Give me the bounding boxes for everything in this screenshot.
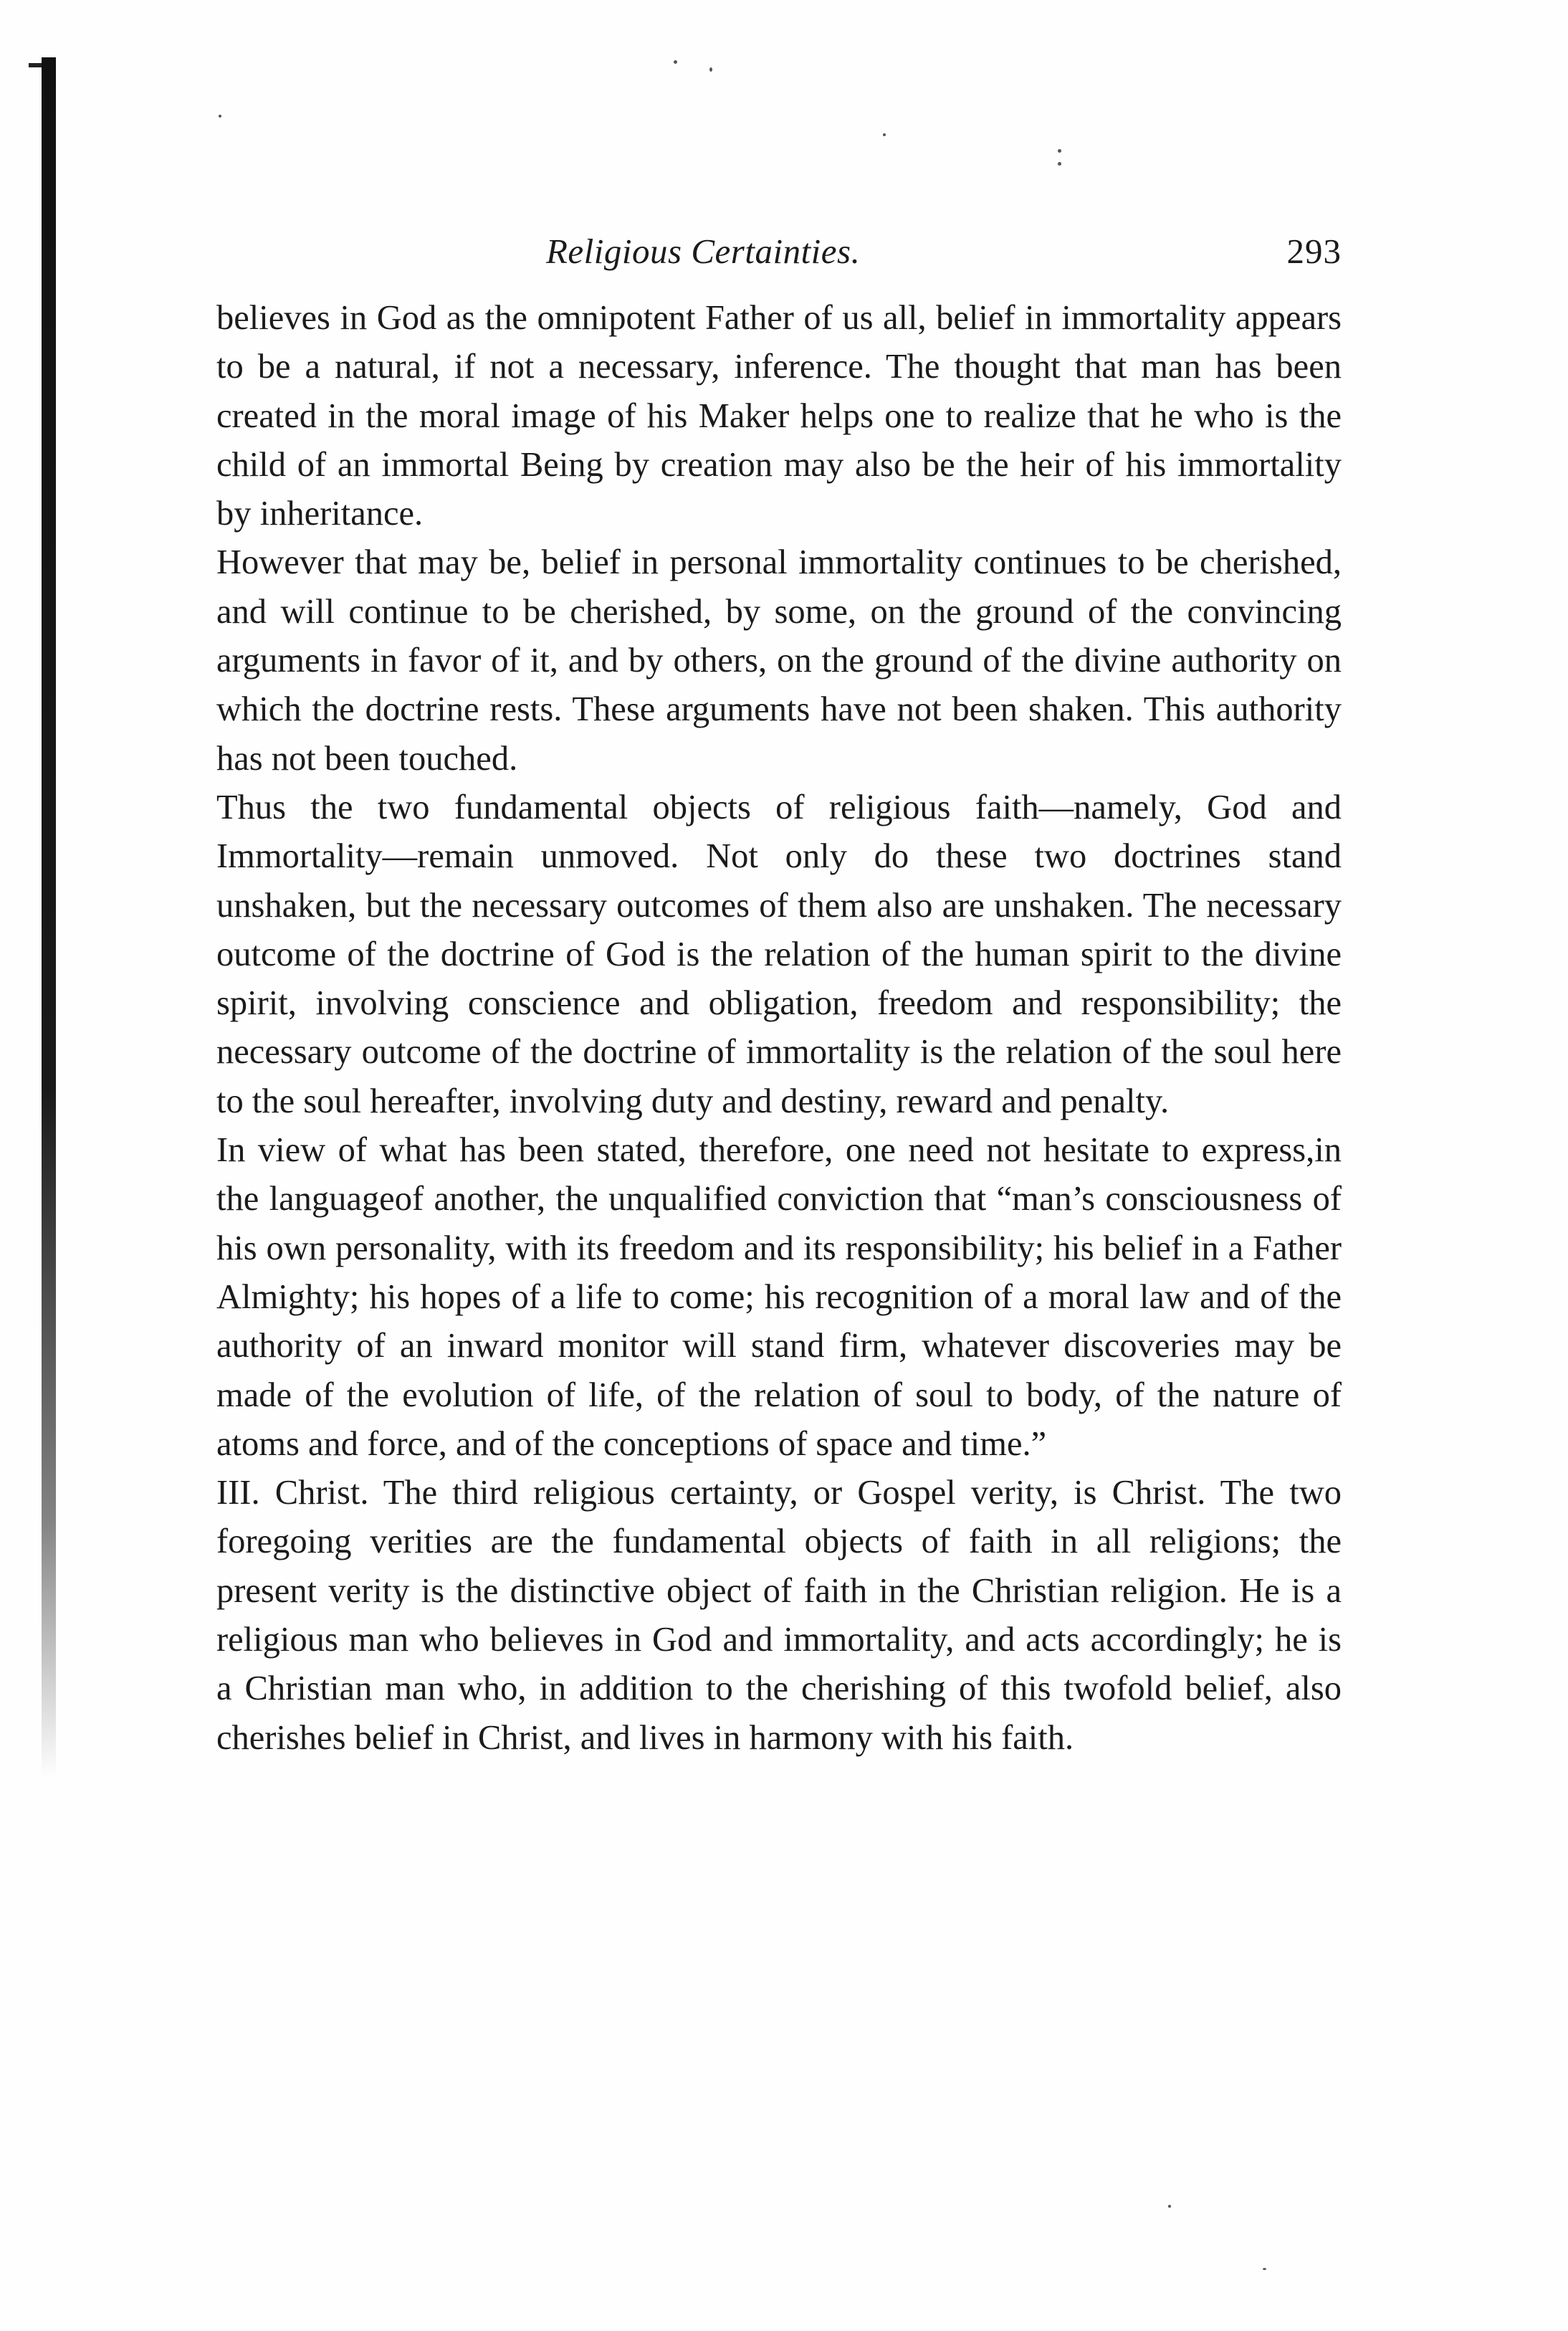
print-speck (1058, 162, 1061, 166)
page-number: 293 (1286, 232, 1342, 271)
binding-mark (29, 63, 42, 67)
print-speck (1263, 2268, 1266, 2270)
print-speck (219, 115, 221, 118)
running-head (216, 231, 1342, 288)
print-speck (883, 133, 886, 136)
paragraph: In view of what has been stated, therefore, one need not hesitate to express,in the languageof another, the unqualified conviction that “man’s consciousness of his own personality, with its freedom and its responsibility; his belief in a Father Almighty; his hopes of a life to come; his recognition of a moral law and of the authority of an inward monitor will stand firm, whatever discoveries may be made of the evolution of life, of the relation of soul to body, of the nature of atoms and force, and of the conceptions of space and time.” (216, 1131, 1342, 1463)
print-speck (1168, 2205, 1171, 2208)
paragraph: Thus the two fundamental objects of religious faith—namely, God and Immortality—remain unmoved. Not only do these two doctrines stand unshaken, but the necessary outcomes of them also are unshaken. The necessary outcome of the doctrine of God is the relation of the human spirit to the divine spirit, involving conscience and obligation, freedom and responsibility; the necessary outcome of the doctrine of immortality is the relation of the soul here to the soul hereafter, involving duty and destiny, reward and penalty. (216, 788, 1342, 1120)
paragraph: III. Christ. The third religious certainty, or Gospel verity, is Christ. The two foregoing verities are the fundamental objects of faith in all religions; the present verity is the distinctive object of faith in the Christian religion. He is a religious man who believes in God and immortality, and acts accordingly; he is a Christian man who, in addition to the cherishing of this twofold belief, also cherishes belief in Christ, and lives in harmony with his faith. (216, 1474, 1342, 1757)
paragraph: However that may be, belief in personal immortality continues to be cherished, and will continue to be cherished, by some, on the ground of the convincing arguments in favor of it, and by others, on the ground of the divine authority on which the doctrine rests. These arguments have not been shaken. This authority has not been touched. (216, 543, 1342, 778)
running-title: Religious Certainties. (546, 232, 861, 271)
binding-shadow (42, 57, 56, 1778)
print-speck (1058, 149, 1061, 153)
print-speck (674, 60, 677, 64)
print-speck (709, 67, 712, 72)
paragraph: believes in God as the omnipotent Father of us all, belief in immortality appears to be a natural, if not a necessary, inference. The thought that man has been created in the moral image of his Maker helps one to realize that he who is the child of an immortal Being by creation may also be the heir of his immortality by inheritance. (216, 299, 1342, 533)
body-text (216, 294, 1342, 1763)
